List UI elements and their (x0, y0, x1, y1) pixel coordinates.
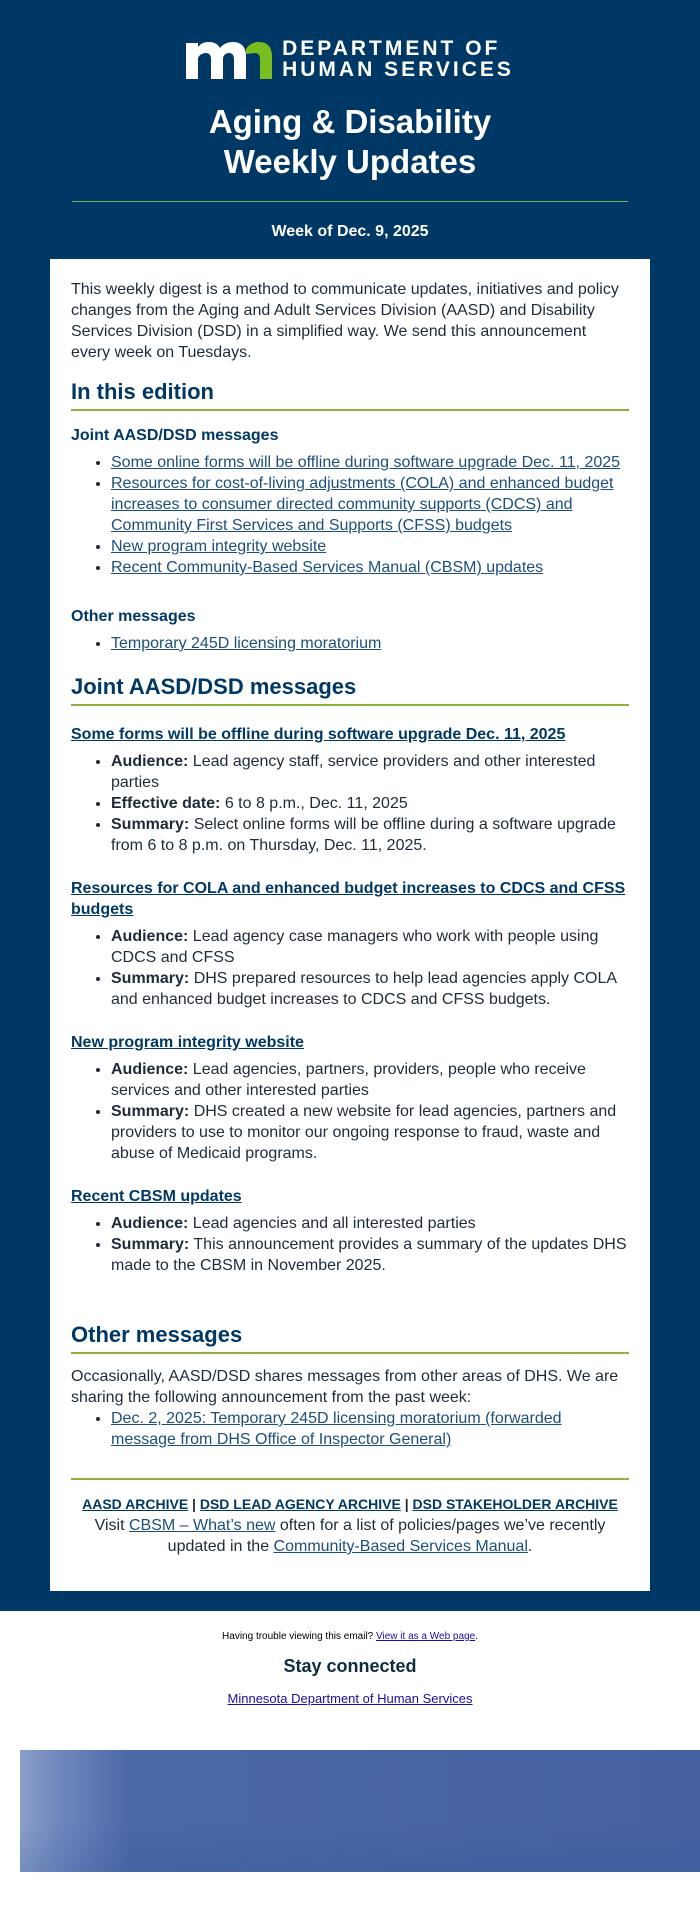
detail-label: Audience: (111, 1061, 189, 1078)
title-line-1: Aging & Disability (208, 103, 492, 140)
visit-prefix: Visit (94, 1517, 129, 1534)
toc-item (111, 536, 629, 557)
trouble-label: Having trouble viewing this email? (222, 1631, 377, 1642)
newsletter-title (0, 102, 700, 182)
detail-text: Lead agency case managers who work with people using CDCS and CFSS (111, 928, 599, 966)
other-item (111, 1408, 629, 1450)
detail-label: Summary: (111, 1236, 190, 1253)
divider (72, 201, 628, 202)
other-text: Occasionally, AASD/DSD shares messages from other areas of DHS. We are sharing the following announcement from the past week: (71, 1368, 619, 1406)
toc-item (111, 452, 629, 473)
toc-heading: In this edition (71, 381, 629, 411)
detail-item (111, 926, 629, 968)
footer (0, 1611, 700, 1872)
detail-text: Select online forms will be offline during a software upgrade from 6 to 8 p.m. on Thursday, Dec. 11, 2025. (111, 816, 616, 854)
article-link[interactable]: Recent CBSM updates (71, 1188, 242, 1205)
article-details (71, 751, 629, 856)
toc-link[interactable]: Recent Community-Based Services Manual (CBSM) updates (111, 559, 544, 576)
article-link[interactable]: New program integrity website (71, 1034, 304, 1051)
week-label: Week of Dec. 9, 2025 (271, 223, 429, 240)
detail-item (111, 751, 629, 793)
cbsm-manual-link[interactable]: Community-Based Services Manual (273, 1538, 528, 1555)
logo-line-1: DEPARTMENT OF (282, 37, 501, 60)
article-details (71, 926, 629, 1010)
detail-item (111, 793, 629, 814)
detail-item (111, 814, 629, 856)
detail-item (111, 1101, 629, 1164)
stay-connected-heading: Stay connected (283, 1656, 417, 1676)
content-card (50, 259, 650, 1591)
toc-item (111, 557, 629, 578)
detail-item (111, 1213, 629, 1234)
detail-label: Summary: (111, 1103, 190, 1120)
detail-item (111, 1234, 629, 1276)
article-details (71, 1213, 629, 1276)
toc-link[interactable]: Temporary 245D licensing moratorium (111, 635, 382, 652)
other-link[interactable]: Dec. 2, 2025: Temporary 245D licensing moratorium (forwarded message from DHS Office of Inspector General) (111, 1410, 562, 1448)
article-details (71, 1059, 629, 1164)
dhs-logo (0, 38, 700, 80)
detail-text: Lead agencies, partners, providers, people who receive services and other interested parties (111, 1061, 586, 1099)
visit-middle: often for a list of policies/pages we’ve recently updated in the (167, 1517, 606, 1555)
detail-label: Audience: (111, 1215, 189, 1232)
detail-text: DHS created a new website for lead agencies, partners and providers to use to monitor our ongoing response to fraud, waste and abuse of Medicaid programs. (111, 1103, 617, 1162)
detail-text: Lead agencies and all interested parties (188, 1215, 476, 1232)
divider (71, 1478, 629, 1480)
mn-dhs-link[interactable]: Minnesota Department of Human Services (227, 1691, 473, 1706)
toc-joint-list (71, 452, 629, 578)
cbsm-whats-new-link[interactable]: CBSM – What’s new (129, 1517, 276, 1534)
separator: | (188, 1496, 200, 1512)
toc-other-heading: Other messages (71, 608, 196, 625)
archive-links (71, 1494, 629, 1515)
toc-link[interactable]: New program integrity website (111, 538, 327, 555)
title-line-2: Weekly Updates (223, 143, 477, 180)
toc-joint-heading: Joint AASD/DSD messages (71, 427, 279, 444)
mn-dhs-link-wrap (0, 1691, 700, 1706)
joint-heading: Joint AASD/DSD messages (71, 676, 629, 706)
web-page-link[interactable]: View it as a Web page (376, 1631, 476, 1642)
detail-label: Summary: (111, 970, 190, 987)
aasd-archive-link[interactable]: AASD ARCHIVE (82, 1496, 189, 1512)
article-title (71, 1186, 629, 1207)
visit-end: . (527, 1538, 533, 1555)
detail-label: Audience: (111, 928, 189, 945)
toc-link[interactable]: Resources for cost-of-living adjustments (COLA) and enhanced budget increases to consumer directed community supports (CDCS) and Community First Services and Supports (CFSS) budgets (111, 475, 614, 534)
detail-text: Lead agency staff, service providers and other interested parties (111, 753, 596, 791)
dsd-lead-agency-archive-link[interactable]: DSD LEAD AGENCY ARCHIVE (199, 1496, 401, 1512)
detail-text: 6 to 8 p.m., Dec. 11, 2025 (220, 795, 408, 812)
logo-line-2: HUMAN SERVICES (282, 58, 514, 81)
dsd-stakeholder-archive-link[interactable]: DSD STAKEHOLDER ARCHIVE (412, 1496, 618, 1512)
detail-label: Effective date: (111, 795, 221, 812)
mn-logo-icon (186, 39, 272, 79)
toc-item (111, 473, 629, 536)
article-link[interactable]: Some forms will be offline during software upgrade Dec. 11, 2025 (71, 726, 566, 743)
toc-item (111, 633, 629, 654)
detail-text: DHS prepared resources to help lead agencies apply COLA and enhanced budget increases to CDCS and CFSS budgets. (111, 970, 617, 1008)
separator: | (400, 1496, 413, 1512)
article-title (71, 1032, 629, 1053)
toc-link[interactable]: Some online forms will be offline during software upgrade Dec. 11, 2025 (111, 454, 621, 471)
article-title (71, 878, 629, 920)
detail-item (111, 968, 629, 1010)
detail-text: This announcement provides a summary of the updates DHS made to the CBSM in November 2025. (111, 1236, 627, 1274)
article-title (71, 724, 629, 745)
intro-text: This weekly digest is a method to communicate updates, initiatives and policy changes from the Aging and Adult Services Division (AASD) and Disability Services Division (DSD) in a simplified way. We send this announcement every week on Tuesdays. (71, 281, 619, 361)
detail-item (111, 1059, 629, 1101)
footer-banner (20, 1750, 700, 1872)
detail-label: Summary: (111, 816, 190, 833)
trouble-end: . (475, 1631, 478, 1642)
other-list (71, 1408, 629, 1450)
detail-label: Audience: (111, 753, 189, 770)
other-heading: Other messages (71, 1324, 629, 1354)
trouble-text (0, 1631, 700, 1642)
article-link[interactable]: Resources for COLA and enhanced budget increases to CDCS and CFSS budgets (71, 880, 626, 918)
toc-other-list (71, 633, 629, 654)
visit-text (71, 1515, 629, 1557)
